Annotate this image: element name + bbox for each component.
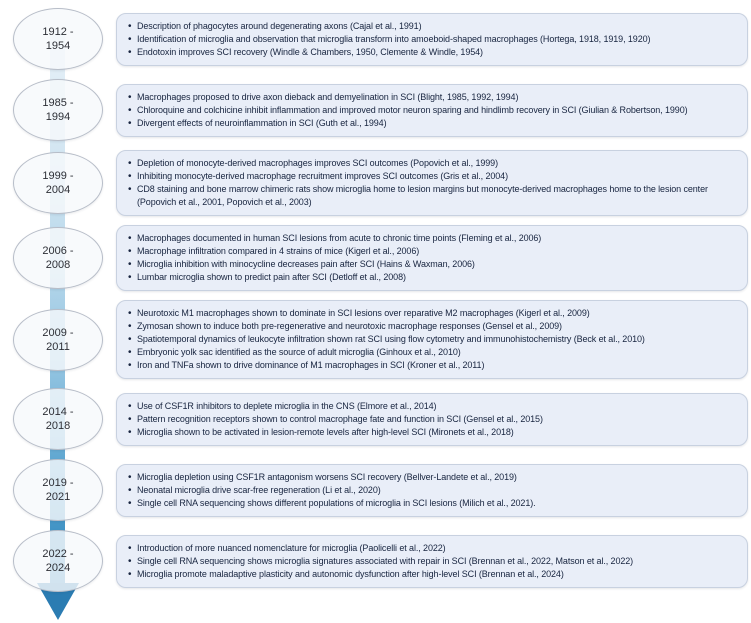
era-year-top: 1912 - [42, 26, 74, 38]
era-year-badge [13, 8, 103, 70]
timeline-era-row-2014-2018 [0, 388, 751, 450]
event-item: • Single cell RNA sequencing shows different populations of microglia in SCI lesions (Milich et al., 2021). [137, 497, 739, 510]
event-item: • Pattern recognition receptors shown to control macrophage fate and function in SCI (Gensel et al., 2015) [137, 413, 739, 426]
era-year-cell [0, 459, 116, 521]
timeline-era-row-2019-2021 [0, 459, 751, 521]
era-year-top: 1999 - [42, 170, 74, 182]
era-events-box [116, 464, 748, 517]
era-events-box [116, 150, 748, 216]
era-year-top: 2009 - [42, 326, 74, 339]
event-item: • Use of CSF1R inhibitors to deplete microglia in the CNS (Elmore et al., 2014) [137, 400, 739, 413]
era-year-badge [13, 309, 103, 371]
event-item: • Depletion of monocyte-derived macrophages improves SCI outcomes (Popovich et al., 1999) [137, 157, 739, 170]
event-list [125, 91, 739, 130]
era-year-top: 2014 - [42, 406, 74, 418]
era-year-cell [0, 388, 116, 450]
era-year-bottom: 2018 [45, 420, 71, 432]
era-year-badge [13, 388, 103, 450]
event-item: • Neonatal microglia drive scar-free regeneration (Li et al., 2020) [137, 484, 739, 497]
event-item: • Inhibiting monocyte-derived macrophage recruitment improves SCI outcomes (Gris et al., 2004) [137, 170, 739, 183]
event-item: • Macrophages documented in human SCI lesions from acute to chronic time points (Fleming et al., 2006) [137, 232, 739, 245]
event-list [125, 542, 739, 581]
era-year-badge [13, 152, 103, 214]
era-year-badge [13, 227, 103, 289]
era-year-top: 2019 - [42, 477, 74, 489]
event-list [125, 307, 739, 372]
event-item: • Identification of microglia and observation that microglia transform into amoeboid-shaped macrophages (Hortega, 1918, 1919, 1920) [137, 33, 739, 46]
event-item: • Single cell RNA sequencing shows microglia signatures associated with repair in SCI (Brennan et al., 2022, Matson et al., 2022) [137, 555, 739, 568]
event-item: • Microglia promote maladaptive plasticity and autonomic dysfunction after high-level SCI (Brennan et al., 2024) [137, 568, 739, 581]
era-year-top: 1985 - [42, 97, 74, 109]
era-year-badge [13, 79, 103, 141]
timeline-era-row-2022-2024 [0, 530, 751, 592]
event-item: • Microglia depletion using CSF1R antagonism worsens SCI recovery (Bellver-Landete et al., 2019) [137, 471, 739, 484]
era-year-cell [0, 530, 116, 592]
event-list [125, 471, 739, 510]
event-item: • Spatiotemporal dynamics of leukocyte infiltration shown rat SCI using flow cytometry and immunohistochemistry (Beck et al., 2010) [137, 333, 739, 346]
era-year-badge [13, 459, 103, 521]
event-item: • Zymosan shown to induce both pre-regenerative and neurotoxic macrophage responses (Gensel et al., 2009) [137, 320, 739, 333]
era-year-bottom: 2008 [45, 259, 71, 271]
event-item: • Neurotoxic M1 macrophages shown to dominate in SCI lesions over reparative M2 macrophages (Kigerl et al., 2009) [137, 307, 739, 320]
era-year-bottom: 2024 [45, 562, 71, 574]
era-year-bottom: 2004 [45, 184, 71, 196]
era-year-top: 2006 - [42, 245, 74, 257]
era-events-box [116, 535, 748, 588]
event-item: • Endotoxin improves SCI recovery (Windle & Chambers, 1950, Clemente & Windle, 1954) [137, 46, 739, 59]
event-list [125, 20, 739, 59]
event-list [125, 157, 739, 209]
era-events-box [116, 13, 748, 66]
era-year-cell [0, 152, 116, 214]
event-item: • Embryonic yolk sac identified as the source of adult microglia (Ginhoux et al., 2010) [137, 346, 739, 359]
era-year-top: 2022 - [42, 548, 74, 560]
event-item: • Chloroquine and colchicine inhibit inflammation and improved motor neuron sparing and hindlimb recovery in SCI (Giulian & Robertson, 1990) [137, 104, 739, 117]
era-year-bottom: 1994 [45, 111, 71, 123]
era-year-badge [13, 530, 103, 592]
era-year-cell [0, 309, 116, 371]
era-year-bottom: 2021 [45, 491, 71, 503]
timeline-era-row-2009-2011 [0, 300, 751, 379]
era-events-box [116, 300, 748, 379]
event-item: • Microglia shown to be activated in lesion-remote levels after high-level SCI (Mironets et al., 2018) [137, 426, 739, 439]
era-year-bottom: 2011 [46, 340, 70, 353]
event-item: • Macrophage infiltration compared in 4 strains of mice (Kigerl et al., 2006) [137, 245, 739, 258]
timeline-era-row-1912-1954 [0, 8, 751, 70]
event-list [125, 232, 739, 284]
event-item: • CD8 staining and bone marrow chimeric rats show microglia home to lesion margins but monocyte-derived macrophages home to the lesion center (Popovich et al., 2001, Popovich et al., 2003) [137, 183, 739, 209]
event-item: • Microglia inhibition with minocycline decreases pain after SCI (Hains & Waxman, 2006) [137, 258, 739, 271]
era-year-cell [0, 79, 116, 141]
event-item: • Divergent effects of neuroinflammation in SCI (Guth et al., 1994) [137, 117, 739, 130]
era-events-box [116, 393, 748, 446]
event-item: • Description of phagocytes around degenerating axons (Cajal et al., 1991) [137, 20, 739, 33]
event-item: • Iron and TNFa shown to drive dominance of M1 macrophages in SCI (Kroner et al., 2011) [137, 359, 739, 372]
timeline-era-row-2006-2008 [0, 225, 751, 291]
event-item: • Macrophages proposed to drive axon dieback and demyelination in SCI (Blight, 1985, 1992, 1994) [137, 91, 739, 104]
timeline-era-row-1999-2004 [0, 150, 751, 216]
event-item: • Introduction of more nuanced nomenclature for microglia (Paolicelli et al., 2022) [137, 542, 739, 555]
era-year-cell [0, 227, 116, 289]
event-list [125, 400, 739, 439]
era-year-cell [0, 8, 116, 70]
era-year-bottom: 1954 [45, 40, 71, 52]
era-events-box [116, 225, 748, 291]
event-item: • Lumbar microglia shown to predict pain after SCI (Detloff et al., 2008) [137, 271, 739, 284]
era-events-box [116, 84, 748, 137]
timeline-era-row-1985-1994 [0, 79, 751, 141]
